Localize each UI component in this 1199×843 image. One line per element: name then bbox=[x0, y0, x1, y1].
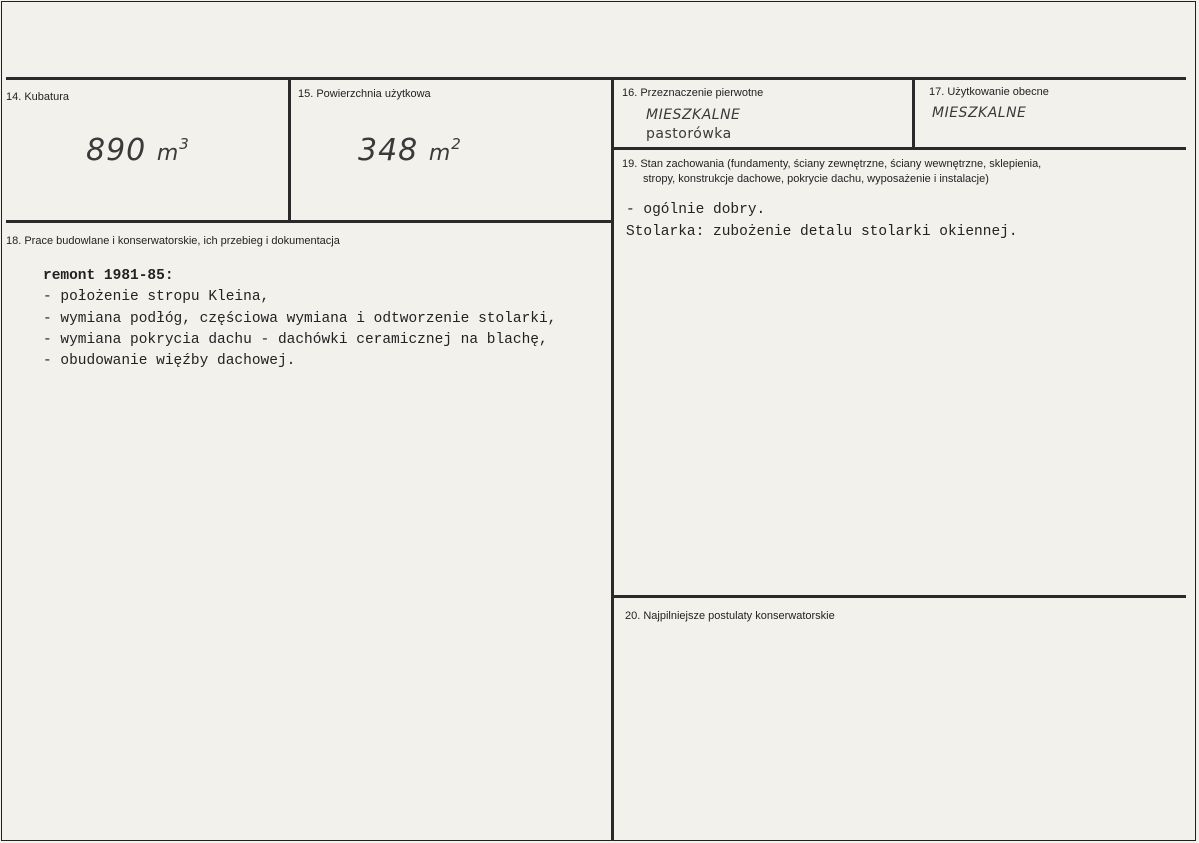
field-18-heading: remont 1981-85: bbox=[43, 268, 174, 284]
field-15-label: 15. Powierzchnia użytkowa bbox=[298, 88, 431, 100]
field-16-line2: pastorówka bbox=[646, 126, 732, 142]
field-16-line1: MIESZKALNE bbox=[646, 107, 741, 123]
divider-16-17 bbox=[912, 79, 915, 149]
powierzchnia-unit: m bbox=[428, 141, 452, 166]
field-19-label-line1: 19. Stan zachowania (fundamenty, ściany zewnętrzne, ściany wewnętrzne, sklepienia, bbox=[622, 158, 1042, 170]
field-18-item-4: - obudowanie więźby dachowej. bbox=[43, 353, 296, 369]
divider-above-20 bbox=[613, 595, 1186, 598]
powierzchnia-exponent: 2 bbox=[451, 135, 462, 153]
field-18-item-1: - położenie stropu Kleina, bbox=[43, 289, 270, 305]
card-border bbox=[1, 1, 1196, 841]
field-18-item-3: - wymiana pokrycia dachu - dachówki ceramicznej na blachę, bbox=[43, 332, 548, 348]
powierzchnia-number: 348 bbox=[358, 133, 419, 168]
kubatura-unit: m bbox=[156, 141, 180, 166]
field-16-label: 16. Przeznaczenie pierwotne bbox=[622, 87, 764, 99]
kubatura-exponent: 3 bbox=[179, 135, 190, 153]
field-19-line1: - ogólnie dobry. bbox=[626, 202, 766, 218]
field-18-item-2: - wymiana podłóg, częściowa wymiana i odtworzenie stolarki, bbox=[43, 311, 557, 327]
divider-main bbox=[611, 79, 614, 841]
divider-14-15 bbox=[288, 79, 291, 222]
field-14-value bbox=[86, 133, 190, 168]
field-20-label: 20. Najpilniejsze postulaty konserwatorskie bbox=[625, 610, 835, 622]
divider-top bbox=[6, 77, 1186, 80]
field-17-value: MIESZKALNE bbox=[932, 105, 1027, 121]
field-18-label: 18. Prace budowlane i konserwatorskie, ich przebieg i dokumentacja bbox=[6, 235, 340, 247]
field-17-label: 17. Użytkowanie obecne bbox=[929, 86, 1049, 98]
field-14-label: 14. Kubatura bbox=[6, 91, 69, 103]
field-19-line2: Stolarka: zubożenie detalu stolarki okiennej. bbox=[626, 224, 1018, 240]
kubatura-number: 890 bbox=[86, 133, 147, 168]
field-19-label-line2: stropy, konstrukcje dachowe, pokrycie dachu, wyposażenie i instalacje) bbox=[643, 173, 989, 185]
divider-above-18 bbox=[6, 220, 612, 223]
divider-above-19 bbox=[613, 147, 1186, 150]
field-15-value bbox=[358, 133, 462, 168]
